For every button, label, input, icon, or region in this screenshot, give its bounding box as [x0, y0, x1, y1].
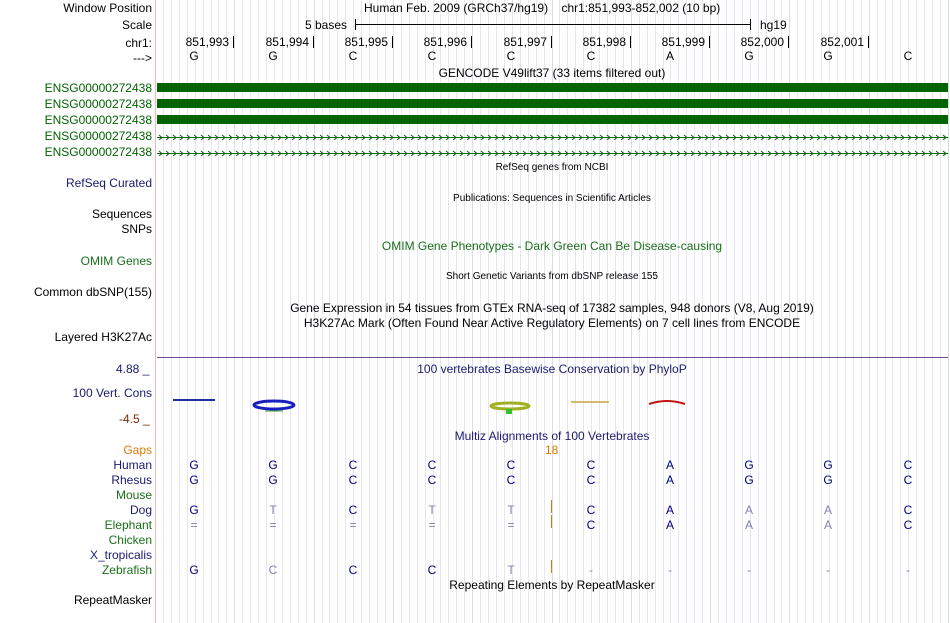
aligned-base: A — [665, 458, 674, 472]
reference-base: A — [665, 49, 674, 63]
sequences-label[interactable]: Sequences — [91, 207, 152, 221]
cons-mark-5 — [649, 401, 685, 404]
aligned-base: C — [586, 473, 596, 487]
aligned-base: C — [586, 503, 596, 517]
reference-base: C — [586, 49, 596, 63]
gencode-item-label[interactable]: ENSG00000272438 — [44, 113, 152, 127]
intron-arrows — [157, 133, 948, 140]
ruler-tick — [709, 36, 710, 48]
aligned-base: A — [744, 518, 753, 532]
scale-bar-right-tick — [750, 19, 751, 30]
gencode-item-label[interactable]: ENSG00000272438 — [44, 97, 152, 111]
gtex-title[interactable]: Gene Expression in 54 tissues from GTEx RNA-seq of 17382 samples, 948 donors (V8, Aug 2019) — [290, 301, 814, 315]
gencode-exon-bar[interactable] — [157, 83, 948, 92]
aligned-base: C — [427, 473, 437, 487]
species-label[interactable]: Zebrafish — [101, 563, 152, 577]
ruler-tick — [471, 36, 472, 48]
ruler-position[interactable]: 851,996 — [423, 35, 467, 49]
reference-base: C — [427, 49, 437, 63]
intron-arrows — [157, 149, 948, 156]
aligned-base: T — [269, 503, 277, 517]
dbsnp-title[interactable]: Short Genetic Variants from dbSNP release 155 — [446, 271, 658, 282]
aligned-base: C — [586, 518, 596, 532]
ruler-tick — [233, 36, 234, 48]
aligned-base: G — [268, 473, 278, 487]
aligned-base: G — [823, 458, 833, 472]
refseq-label[interactable]: RefSeq Curated — [65, 176, 152, 190]
h3k27ac-track-line — [157, 357, 948, 358]
aligned-base: - — [747, 563, 751, 577]
aligned-base: C — [348, 473, 358, 487]
cons-mark-3 — [491, 403, 529, 409]
cons-mark-2 — [254, 401, 294, 409]
ruler-position[interactable]: 851,993 — [185, 35, 229, 49]
gencode-item-label[interactable]: ENSG00000272438 — [44, 81, 152, 95]
repeatmasker-label[interactable]: RepeatMasker — [73, 593, 152, 607]
refseq-title[interactable]: RefSeq genes from NCBI — [495, 162, 609, 173]
aligned-base: - — [589, 563, 593, 577]
strand-arrow-label: ---> — [133, 51, 152, 65]
aligned-base: C — [903, 518, 913, 532]
ruler-position[interactable]: 852,001 — [820, 35, 864, 49]
scale-bar — [355, 24, 751, 25]
conservation-max: 4.88 _ — [116, 362, 150, 376]
aligned-base: C — [903, 503, 913, 517]
ruler-position[interactable]: 851,999 — [661, 35, 705, 49]
aligned-base: = — [190, 518, 198, 532]
conservation-title[interactable]: 100 vertebrates Basewise Conservation by PhyloP — [417, 362, 687, 376]
aligned-base: G — [189, 458, 199, 472]
aligned-base: C — [268, 563, 278, 577]
conservation-wiggle — [157, 392, 948, 418]
aligned-base: C — [348, 503, 358, 517]
gencode-intron-line[interactable] — [157, 147, 948, 156]
scale-label: Scale — [121, 18, 152, 32]
aligned-base: C — [903, 473, 913, 487]
aligned-base: A — [665, 518, 674, 532]
aligned-base: C — [506, 473, 516, 487]
ruler-tick — [630, 36, 631, 48]
multiz-title[interactable]: Multiz Alignments of 100 Vertebrates — [454, 429, 650, 443]
gap-count: 18 — [545, 443, 559, 457]
gencode-exon-bar[interactable] — [157, 99, 948, 108]
aligned-base: C — [427, 458, 437, 472]
scale-db: hg19 — [760, 18, 787, 32]
reference-base: C — [903, 49, 913, 63]
aligned-base: - — [826, 563, 830, 577]
reference-base: G — [189, 49, 199, 63]
ruler-tick — [313, 36, 314, 48]
species-label[interactable]: X_tropicalis — [89, 548, 152, 562]
chrom-label: chr1: — [125, 36, 152, 50]
aligned-base: C — [903, 458, 913, 472]
reference-base: C — [506, 49, 516, 63]
reference-base: G — [823, 49, 833, 63]
species-label[interactable]: Elephant — [104, 518, 152, 532]
scale-text: 5 bases — [305, 18, 348, 32]
ruler-tick — [788, 36, 789, 48]
ruler-position[interactable]: 852,000 — [740, 35, 784, 49]
aligned-base: C — [348, 458, 358, 472]
aligned-base: - — [906, 563, 910, 577]
aligned-base: C — [348, 563, 358, 577]
aligned-base: G — [189, 563, 199, 577]
aligned-base: T — [507, 503, 515, 517]
cons-mark-3b — [506, 409, 512, 414]
ruler-position[interactable]: 851,994 — [265, 35, 309, 49]
aligned-base: G — [744, 458, 754, 472]
gaps-label[interactable]: Gaps — [123, 443, 152, 457]
reference-base: G — [268, 49, 278, 63]
snps-label[interactable]: SNPs — [121, 222, 152, 236]
insertion-mark-elephant — [551, 515, 552, 528]
position-text: chr1:851,993-852,002 (10 bp) — [561, 1, 721, 15]
gencode-exon-bar[interactable] — [157, 115, 948, 124]
species-label[interactable]: Chicken — [108, 533, 152, 547]
ruler-position[interactable]: 851,997 — [503, 35, 547, 49]
ruler-tick — [868, 36, 869, 48]
aligned-base: G — [189, 503, 199, 517]
aligned-base: A — [665, 503, 674, 517]
gencode-item-label[interactable]: ENSG00000272438 — [44, 145, 152, 159]
h3k27ac-label[interactable]: Layered H3K27Ac — [54, 330, 152, 344]
aligned-base: G — [744, 473, 754, 487]
insertion-mark-zebrafish — [551, 560, 552, 573]
window-position-label: Window Position — [63, 1, 152, 15]
aligned-base: = — [349, 518, 357, 532]
reference-base: G — [744, 49, 754, 63]
dbsnp-label[interactable]: Common dbSNP(155) — [33, 285, 152, 299]
aligned-base: G — [823, 473, 833, 487]
gencode-intron-line[interactable] — [157, 131, 948, 140]
aligned-base: A — [665, 473, 674, 487]
aligned-base: C — [506, 458, 516, 472]
aligned-base: T — [428, 503, 436, 517]
aligned-base: = — [269, 518, 277, 532]
ruler-position[interactable]: 851,995 — [344, 35, 388, 49]
gencode-item-label[interactable]: ENSG00000272438 — [44, 129, 152, 143]
insertion-mark-dog — [551, 500, 552, 513]
assembly-title: Human Feb. 2009 (GRCh37/hg19) — [364, 1, 549, 15]
aligned-base: G — [268, 458, 278, 472]
species-label[interactable]: Rhesus — [111, 473, 152, 487]
aligned-base: = — [507, 518, 515, 532]
aligned-base: A — [823, 503, 832, 517]
h3k27ac-title[interactable]: H3K27Ac Mark (Often Found Near Active Regulatory Elements) on 7 cell lines from ENCODE — [303, 316, 801, 330]
species-label[interactable]: Dog — [129, 503, 152, 517]
ruler-tick — [551, 36, 552, 48]
aligned-base: = — [428, 518, 436, 532]
reference-base: C — [348, 49, 358, 63]
scale-bar-left-tick — [355, 19, 356, 30]
aligned-base: T — [507, 563, 515, 577]
position-header — [364, 1, 720, 15]
aligned-base: C — [427, 563, 437, 577]
repeatmasker-title[interactable]: Repeating Elements by RepeatMasker — [449, 578, 655, 592]
aligned-base: A — [744, 503, 753, 517]
species-label[interactable]: Human — [113, 458, 152, 472]
aligned-base: - — [668, 563, 672, 577]
conservation-min: -4.5 _ — [119, 412, 150, 426]
omim-label[interactable]: OMIM Genes — [80, 254, 152, 268]
aligned-base: G — [189, 473, 199, 487]
publications-title[interactable]: Publications: Sequences in Scientific Articles — [453, 193, 651, 204]
grid-line — [948, 0, 949, 623]
aligned-base: A — [823, 518, 832, 532]
gencode-title[interactable]: GENCODE V49lift37 (33 items filtered out) — [438, 66, 666, 80]
ruler-tick — [392, 36, 393, 48]
ruler-position[interactable]: 851,998 — [582, 35, 626, 49]
omim-title[interactable]: OMIM Gene Phenotypes - Dark Green Can Be Disease-causing — [381, 239, 723, 253]
species-label[interactable]: Mouse — [115, 488, 152, 502]
aligned-base: C — [586, 458, 596, 472]
conservation-label[interactable]: 100 Vert. Cons — [72, 386, 152, 400]
